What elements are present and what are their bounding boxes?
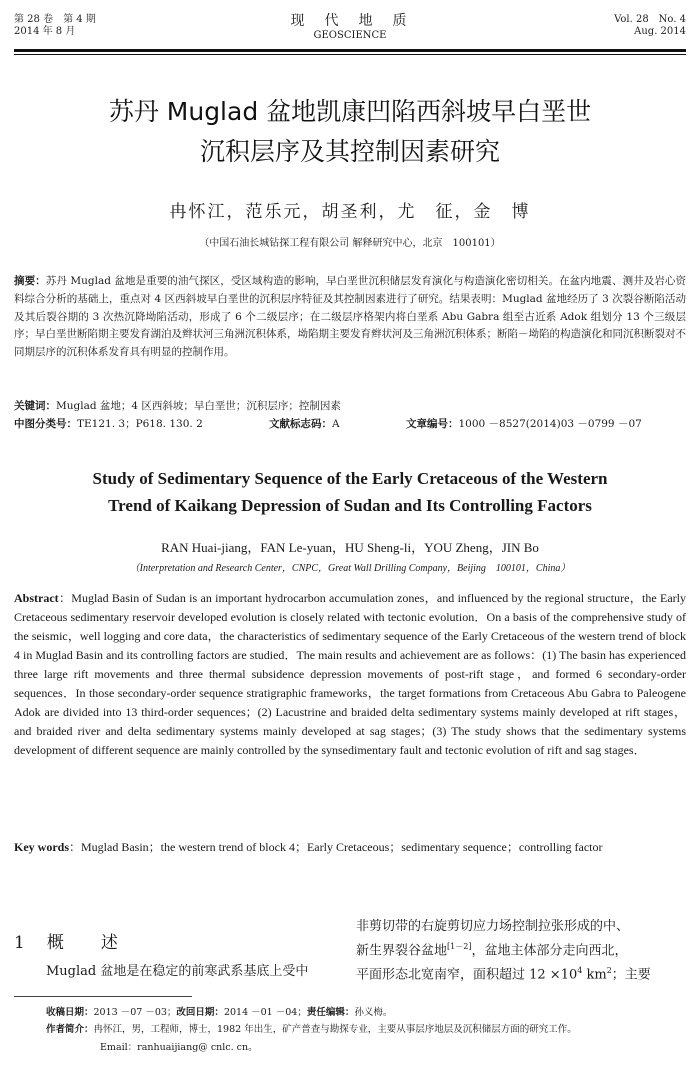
right-column-line1: 非剪切带的右旋剪切应力场控制拉张形成的中、 [356,919,630,934]
clc-value: TE121. 3；P618. 130. 2 [77,418,203,430]
volume-issue-en: Vol. 28 No. 4 [614,14,686,25]
header-rule-thick [14,49,686,52]
affiliation-cn: （中国石油长城钻探工程有限公司 解释研究中心，北京 100101） [199,238,501,249]
date-cn: 2014 年 8 月 [14,26,76,37]
title-cn-line1: 苏丹 Muglad 盆地凯康凹陷西斜坡早白垩世 [108,97,592,126]
section-number: 1 [14,933,35,953]
affiliation-en: （Interpretation and Research Center，CNPC，Great Wall Drilling Company，Beijing 100101，China） [129,563,571,574]
section-title: 概 述 [46,933,128,953]
footnote-dates: 收稿日期：2013 －07 －03；改回日期：2014 －01 －04；责任编辑：孙义梅。 [46,1007,393,1018]
abstract-en [14,589,686,760]
journal-title-cn: 现 代 地 质 [290,13,410,29]
abstract-cn-label: 摘要： [14,275,46,287]
date-en: Aug. 2014 [634,26,686,37]
keywords-cn-label: 关键词： [14,400,56,412]
abstract-cn [14,273,686,362]
keywords-en-text: ：Muglad Basin；the western trend of block 4；Early Cretaceous；sedimentary sequence；controlling factor [69,840,603,854]
article-no-label: 文章编号： [406,418,459,430]
title-en-line2: Trend of Kaikang Depression of Sudan and Its Controlling Factors [108,496,592,515]
keywords-en [14,838,686,857]
citation: [1－2] [447,942,472,951]
doc-code-label: 文献标志码： [269,418,332,430]
right-column [356,917,686,986]
footnote-email: Email：ranhuaijiang@ cnlc. cn。 [100,1042,258,1053]
keywords-cn-text: Muglad 盆地；4 区西斜坡；早白垩世；沉积层序；控制因素 [56,400,341,412]
header-right [614,14,686,38]
doc-code-value: A [332,418,340,430]
right-column-line3: 平面形态北宽南窄，面积超过 $12 \times 10^4$ $km^2$；主要 [356,966,651,983]
journal-title-en: GEOSCIENCE [313,30,387,41]
keywords-en-label: Key words [14,840,69,854]
title-cn-line2: 沉积层序及其控制因素研究 [199,137,500,166]
right-column-line2: 新生界裂谷盆地[1－2]，盆地主体部分走向西北， [356,942,628,959]
title-en-line1: Study of Sedimentary Sequence of the Early Cretaceous of the Western [92,469,608,488]
classification-row [14,416,686,434]
authors-cn: 冉怀江，范乐元，胡圣利，尤 征，金 博 [169,202,531,222]
section-heading [14,928,128,953]
clc-label: 中图分类号： [14,418,77,430]
footnote-author-bio: 作者简介：冉怀江，男，工程师，博士，1982 年出生，矿产普查与勘探专业，主要从事层序地层及沉积储层方面的研究工作。 [46,1024,577,1035]
header-center [0,12,700,42]
authors-en: RAN Huai-jiang，FAN Le-yuan，HU Sheng-li，YOU Zheng，JIN Bo [161,540,539,555]
abstract-cn-text: 苏丹 Muglad 盆地是重要的油气探区，受区域构造的影响，早白垩世沉积储层发育演化与构造演化密切相关。在盆内地震、测井及岩心资料综合分析的基础上，重点对 4 区西斜坡早白垩世的沉积层序特征及其控制因素进行了研究。结果表明：Muglad 盆地经历了 3 次裂谷断陷活动及其后裂谷期的 3 次热沉降坳陷活动，形成了 6 个二级层序；在二级层序格架内将白垩系 Abu Gabra 组至古近系 Adok 组划分 13 个三级层序；早白垩世断陷期主要发育湖泊及辫状河三角洲沉积体系，坳陷期主要发育辫状河及三角洲沉积体系；断陷－坳陷的构造演化和同沉积断裂对不同期层序的沉积体系发育具有明显的控制作用。 [14,275,687,359]
abstract-en-label: Abstract [14,591,59,605]
volume-issue-cn: 第 28 卷 第 4 期 [14,14,96,25]
abstract-en-text: ：Muglad Basin of Sudan is an important hydrocarbon accumulation zones，and influenced by the regional structure，the Early Cretaceous sedimentary reservoir developed evolution is closely related with tectonic evolution．On a basis of the comprehensive study of the seismic，well logging and core data，the characteristics of sedimentary sequence of the Early Cretaceous of the western trend of block 4 in Muglad Basin and its controlling factors are studied．The main results and achievement are as follows：(1) The basin has experienced three large rift movements and three thermal subsidence depression movements of post-rift stage，and formed 6 secondary-order sequences．In those secondary-order sequence stratigraphic frameworks，the target formations from Cretaceous Abu Gabra to Paleogene Adok are divided into 13 third-order sequences；(2) Lacustrine and braided delta sedimentary systems mainly developed at rift stages，and braided river and delta sedimentary systems mainly developed at sag stages；(3) The study shows that the sedimentary systems development of different sequence are mainly controlled by the synsedimentary fault and tectonic evolution of rift and sag stages． [14,591,686,757]
footnote-rule [14,996,192,997]
header-rule-thin [14,54,686,55]
left-column-text: Muglad 盆地是在稳定的前寒武系基底上受中 [46,964,309,979]
keywords-cn [14,398,686,416]
article-no-value: 1000 －8527(2014)03 －0799 －07 [458,418,642,430]
